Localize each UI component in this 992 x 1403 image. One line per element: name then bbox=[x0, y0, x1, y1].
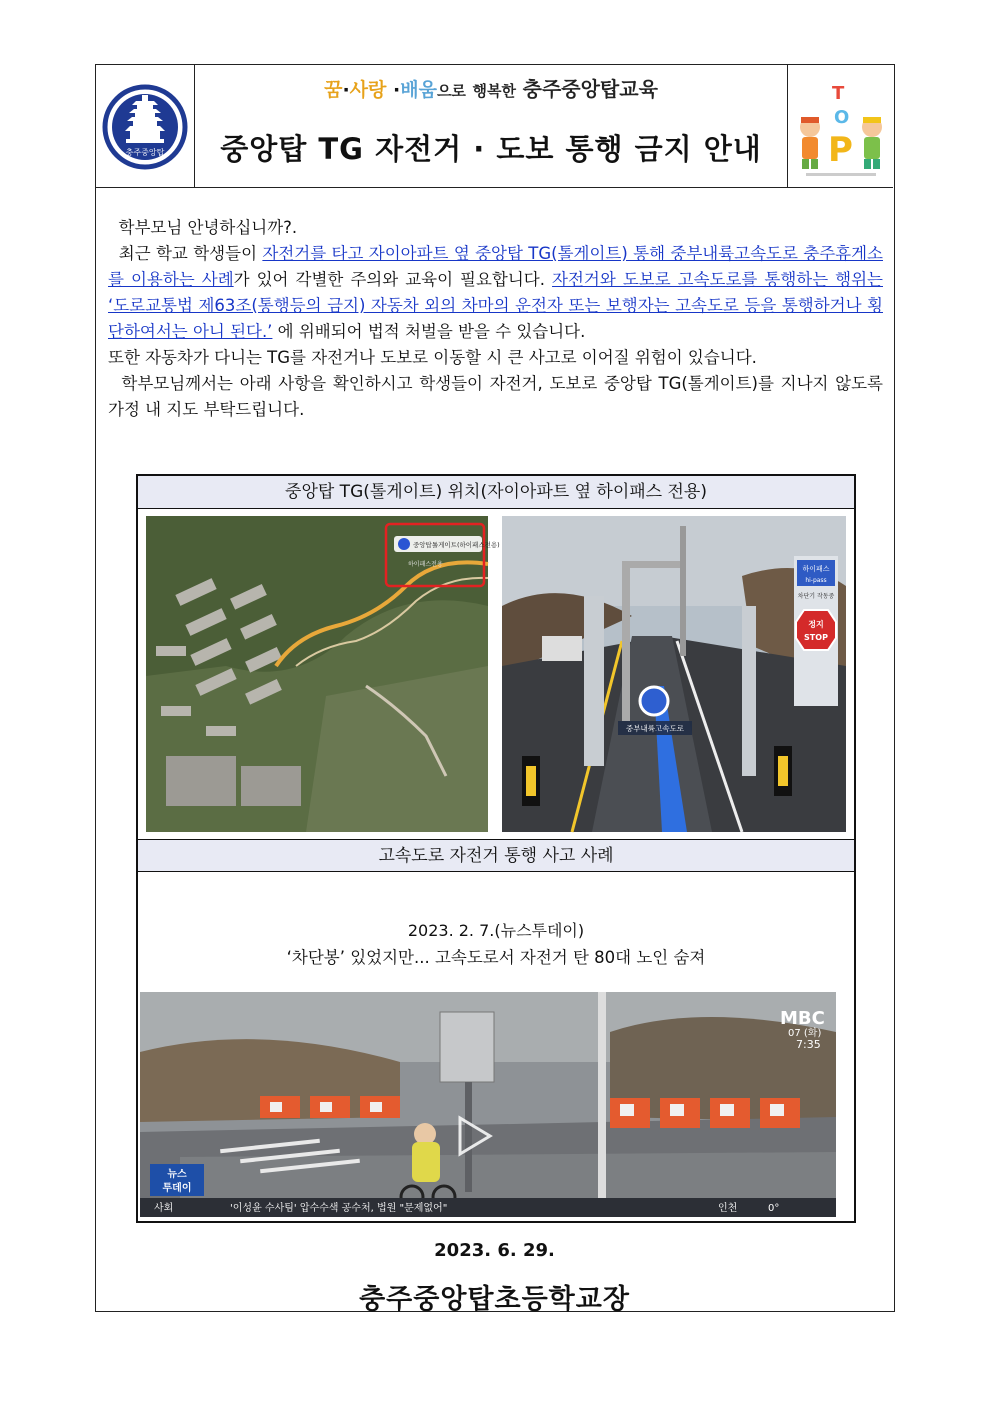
mascot-cell bbox=[787, 65, 893, 187]
top-mascot-icon bbox=[788, 65, 893, 187]
accident-case-caption: 고속도로 자전거 통행 사고 사례 bbox=[138, 839, 854, 872]
notice-date: 2023. 6. 29. bbox=[434, 1240, 555, 1261]
p1-text-b: 가 있어 각별한 주의와 교육이 필요합니다. bbox=[233, 270, 553, 289]
hipass-en: hi-pass bbox=[805, 577, 827, 584]
principal-signature: 충주중앙탑초등학교장 bbox=[359, 1284, 630, 1315]
greeting-text: 학부모님 안녕하십니까?. bbox=[118, 218, 298, 237]
slogan-school: 충주중앙탑교육 bbox=[522, 77, 658, 101]
ticker-weather-city: 인천 bbox=[718, 1203, 738, 1214]
news-headline: ‘차단봉’ 있었지만... 고속도로서 자전거 탄 80대 노인 숨져 bbox=[286, 948, 706, 967]
blocker-sign: 차단기 작동중 bbox=[797, 593, 835, 600]
slogan-connector: 으로 bbox=[436, 82, 466, 100]
stop-sign-en: STOP bbox=[804, 633, 828, 642]
page-title: 중앙탑 TG 자전거 · 도보 통행 금지 안내 bbox=[220, 132, 762, 166]
ticker-text: '이성윤 수사팀' 압수수색 공수처, 법원 "문제없어" bbox=[230, 1203, 448, 1214]
header bbox=[96, 65, 893, 188]
p1-highlight-2: 자전거와 도보로 고속도로를 통행하는 행위는 ‘도로교통법 제63조(통행등의 금지) 자동차 외의 차마의 운전자 또는 보행자는 고속도로 등을 통행하거나 횡단하여서는 아니 된다.’ bbox=[108, 270, 883, 341]
tv-time: 7:35 bbox=[796, 1038, 821, 1051]
intro-paragraph-2: 또한 자동차가 다니는 TG를 자전거나 도보로 이동할 시 큰 사고로 이어질 위험이 있습니다. bbox=[108, 348, 757, 367]
intro-paragraph-1 bbox=[108, 241, 883, 345]
slogan-sep: · bbox=[393, 79, 401, 101]
hipass-sign: 하이패스 bbox=[802, 565, 830, 573]
greeting bbox=[108, 215, 883, 241]
slogan-happy: 행복한 bbox=[472, 82, 517, 100]
tollgate-photo bbox=[502, 516, 846, 832]
school-logo-cell bbox=[96, 65, 195, 187]
p3-text: 학부모님께서는 아래 사항을 확인하시고 학생들이 자전거, 도보로 중앙탑 TG(톨게이트)를 지나지 않도록 가정 내 지도 부탁드립니다. bbox=[108, 374, 883, 419]
tv-badge-today: 투데이 bbox=[162, 1183, 192, 1194]
news-date: 2023. 2. 7.(뉴스투데이) bbox=[407, 921, 585, 940]
tv-badge-news: 뉴스 bbox=[167, 1169, 187, 1180]
stop-sign-ko: 정지 bbox=[808, 620, 824, 629]
ticker-weather-temp: 0° bbox=[768, 1203, 780, 1214]
slogan-dream: 꿈 bbox=[324, 79, 343, 101]
news-video-screenshot[interactable] bbox=[140, 992, 836, 1217]
mascot-letter-o: O bbox=[834, 107, 850, 128]
mascot-letter-t: T bbox=[832, 83, 845, 104]
map-sub-label: 하이패스전용 bbox=[408, 561, 443, 568]
p1-highlight-1: 자전거를 타고 자이아파트 옆 중앙탑 TG(톨게이트) 통해 중부내륙고속도로 충주휴게소를 이용하는 사례 bbox=[108, 244, 883, 289]
p1-text-c: 에 위배되어 법적 처벌을 받을 수 있습니다. bbox=[272, 322, 586, 341]
intro-text bbox=[108, 215, 883, 423]
p1-text-a: 최근 학교 학생들이 bbox=[118, 244, 263, 263]
slogan-learn: 배움 bbox=[400, 79, 437, 101]
ticker-section: 사회 bbox=[154, 1203, 174, 1214]
map-pin-label: 중앙탑톨게이트(하이패스전용) bbox=[413, 541, 500, 549]
road-label: 중부내륙고속도로 bbox=[626, 724, 684, 733]
aerial-map-image bbox=[146, 516, 500, 832]
slogan bbox=[196, 73, 786, 102]
tollgate-location-caption: 중앙탑 TG(톨게이트) 위치(자이아파트 옆 하이패스 전용) bbox=[138, 476, 854, 509]
school-logo-icon bbox=[96, 65, 194, 187]
tv-date: 07 (화) bbox=[788, 1028, 822, 1039]
slogan-sep: · bbox=[342, 79, 350, 101]
mascot-letter-p: P bbox=[828, 130, 853, 170]
logo-text: 충주중앙탑 bbox=[125, 148, 165, 157]
notice-frame bbox=[95, 64, 895, 1315]
tv-logo: MBC bbox=[780, 1008, 825, 1029]
photo-table bbox=[136, 474, 856, 1223]
intro-paragraph-3 bbox=[108, 371, 883, 423]
slogan-love: 사랑 bbox=[349, 79, 387, 101]
